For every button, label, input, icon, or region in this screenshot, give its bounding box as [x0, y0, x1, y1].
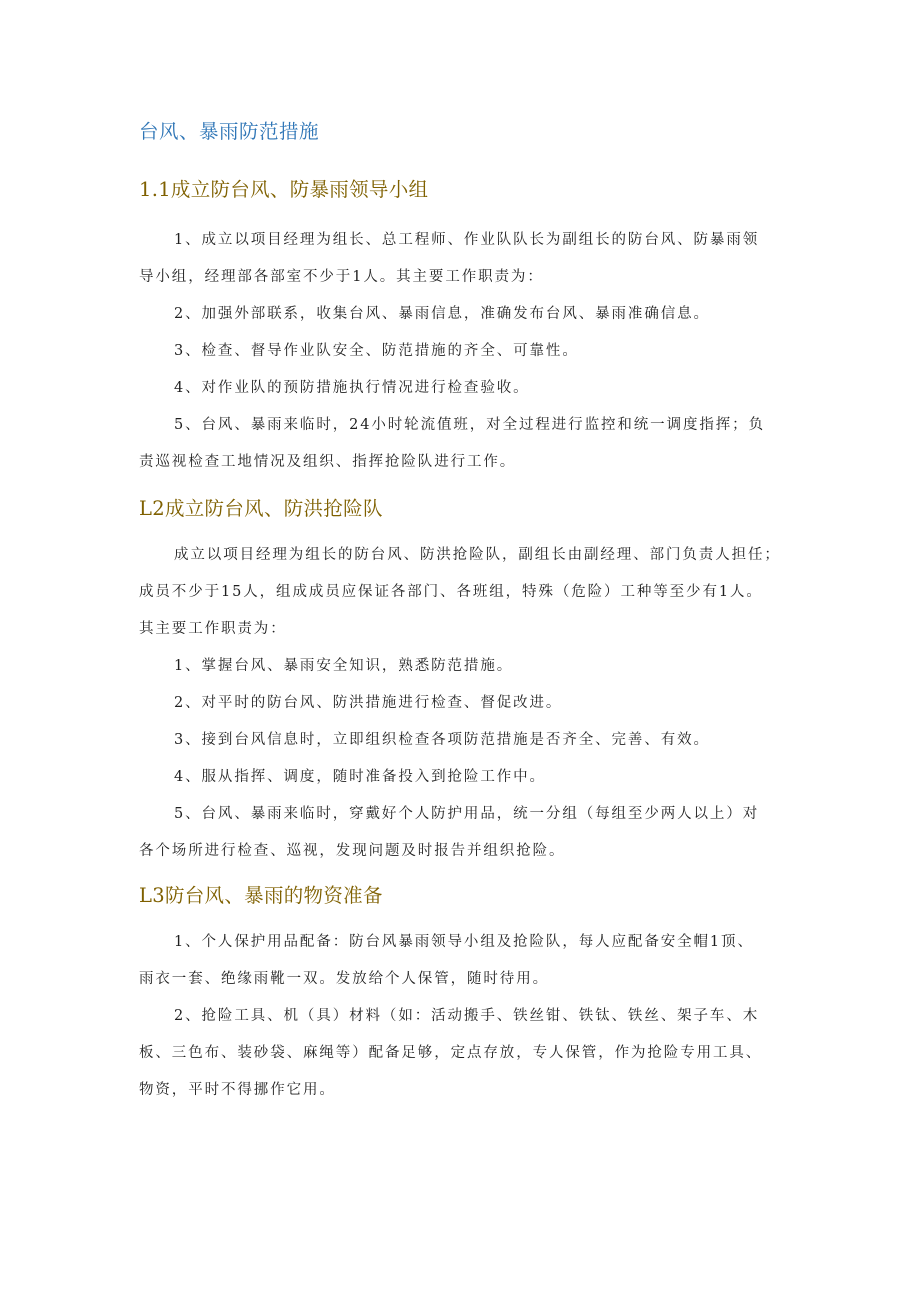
section-heading-1-2: L2成立防台风、防洪抢险队: [139, 497, 383, 520]
paragraph-line: 其主要工作职责为：: [139, 621, 287, 637]
paragraph-line: 2、对平时的防台风、防洪措施进行检查、督促改进。: [174, 695, 563, 711]
paragraph: [139, 722, 789, 759]
paragraph-line: 物资，平时不得挪作它用。: [139, 1082, 336, 1098]
paragraph-line: 责巡视检查工地情况及组织、指挥抢险队进行工作。: [139, 454, 517, 470]
paragraph: [139, 222, 789, 296]
paragraph: [139, 759, 789, 796]
paragraph-line: 1、个人保护用品配备：防台风暴雨领导小组及抢险队，每人应配备安全帽1顶、: [174, 934, 754, 950]
paragraph: [139, 648, 789, 685]
paragraph-line: 4、对作业队的预防措施执行情况进行检查验收。: [174, 380, 530, 396]
section-heading-1-3: L3防台风、暴雨的物资准备: [139, 884, 383, 907]
paragraph-line: 3、接到台风信息时，立即组织检查各项防范措施是否齐全、完善、有效。: [174, 732, 710, 748]
paragraph-line: 各个场所进行检查、巡视，发现问题及时报告并组织抢险。: [139, 843, 566, 859]
paragraph-line: 2、加强外部联系，收集台风、暴雨信息，准确发布台风、暴雨准确信息。: [174, 306, 710, 322]
paragraph-line: 4、服从指挥、调度，随时准备投入到抢险工作中。: [174, 769, 546, 785]
paragraph-line: 5、台风、暴雨来临时，穿戴好个人防护用品，统一分组（每组至少两人以上）对: [174, 806, 760, 822]
paragraph: [139, 333, 789, 370]
paragraph-line: 2、抢险工具、机（具）材料（如：活动搬手、铁丝钳、铁钛、铁丝、架子车、木: [174, 1008, 760, 1024]
paragraph: [139, 998, 789, 1109]
paragraph: [139, 924, 789, 998]
paragraph-line: 雨衣一套、绝缘雨靴一双。发放给个人保管，随时待用。: [139, 971, 549, 987]
paragraph: [139, 537, 789, 648]
document-title: 台风、暴雨防范措施: [139, 120, 320, 143]
paragraph: [139, 407, 789, 481]
paragraph-line: 导小组，经理部各部室不少于1人。其主要工作职责为：: [139, 269, 544, 285]
paragraph-line: 5、台风、暴雨来临时，24小时轮流值班，对全过程进行监控和统一调度指挥；负: [174, 417, 765, 433]
paragraph: [139, 370, 789, 407]
section-heading-1-1: 1.1成立防台风、防暴雨领导小组: [139, 178, 429, 201]
paragraph: [139, 796, 789, 870]
paragraph-line: 1、掌握台风、暴雨安全知识，熟悉防范措施。: [174, 658, 514, 674]
paragraph-line: 板、三色布、装砂袋、麻绳等）配备足够，定点存放，专人保管，作为抢险专用工具、: [139, 1045, 763, 1061]
paragraph: [139, 685, 789, 722]
paragraph-line: 1、成立以项目经理为组长、总工程师、作业队队长为副组长的防台风、防暴雨领: [174, 232, 760, 248]
paragraph-line: 成员不少于15人，组成成员应保证各部门、各班组，特殊（危险）工种等至少有1人。: [139, 584, 763, 600]
paragraph-line: 成立以项目经理为组长的防台风、防洪抢险队，副组长由副经理、部门负责人担任；: [174, 547, 781, 563]
paragraph: [139, 296, 789, 333]
paragraph-line: 3、检查、督导作业队安全、防范措施的齐全、可靠性。: [174, 343, 579, 359]
